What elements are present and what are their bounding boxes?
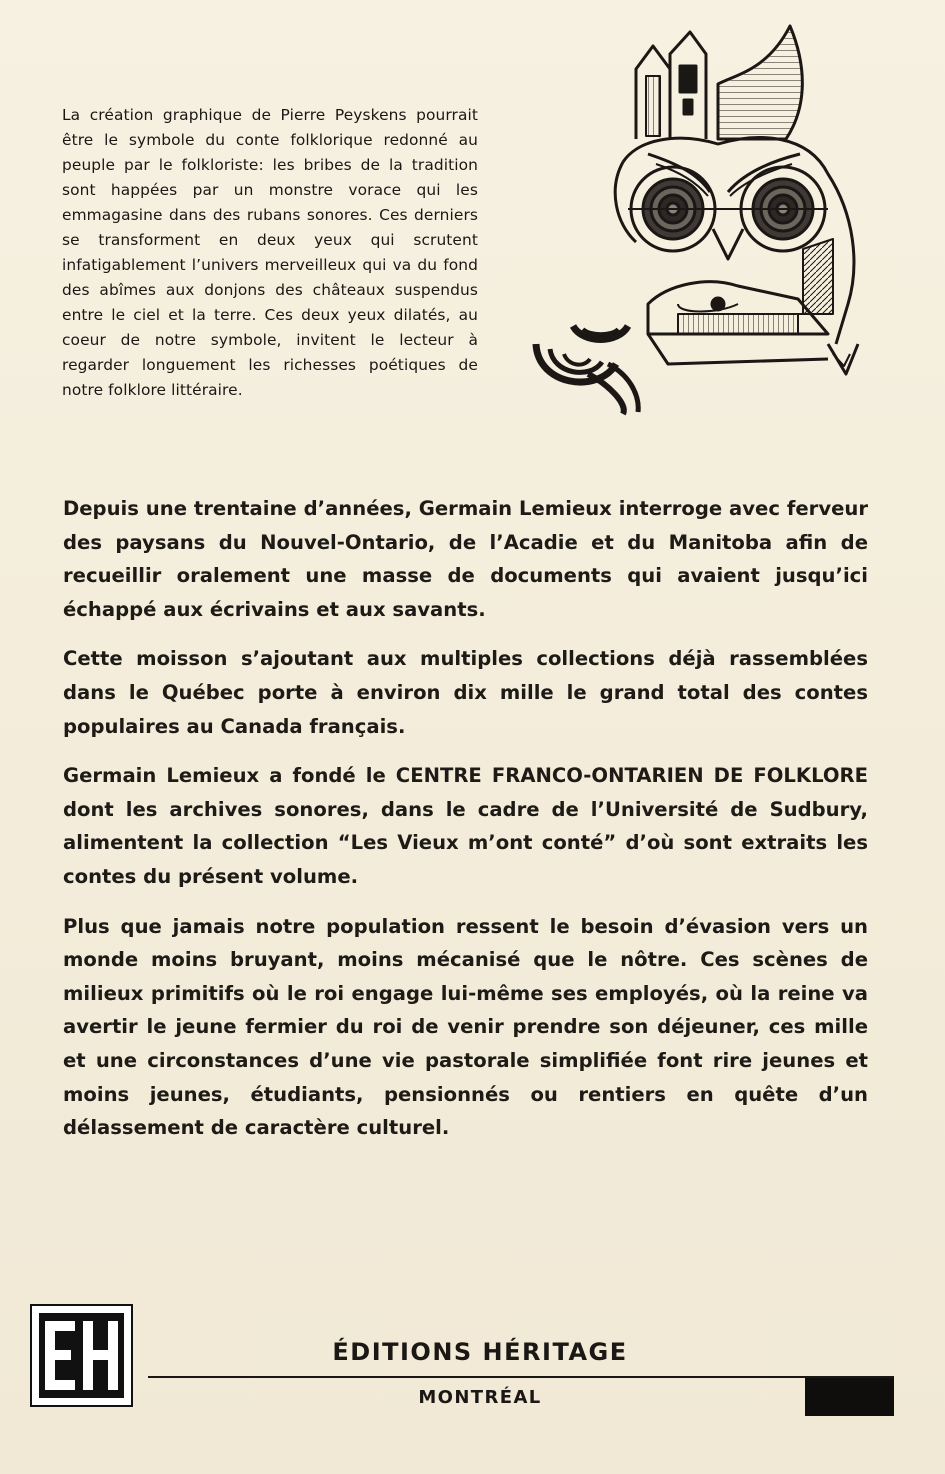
paragraph-4: Plus que jamais notre population ressent le besoin d’évasion vers un monde moins bruyant, moins mécanisé que le nôtre. Ces scènes de milieux primitifs où le roi engage lui-même ses employés, où la reine va avertir le jeune fermier du roi de venir prendre son déjeuner, ces mille et une circonstances d’une vie pastorale simplifiée font rire jeunes et moins jeunes, étudiants, pensionnés ou rentiers en quête d’un délassement de caractère culturel.	[63, 914, 868, 1140]
logo-letters	[32, 1306, 33, 1307]
owl-monster-emblem-icon	[528, 14, 884, 418]
eh-logo-icon	[39, 1313, 124, 1398]
black-bar-block	[805, 1378, 894, 1416]
footer-divider	[148, 1376, 894, 1378]
description-text	[63, 492, 868, 1161]
publisher-city: MONTRÉAL	[418, 1387, 542, 1408]
eh-publisher-logo	[30, 1304, 133, 1407]
paragraph-1: Depuis une trentaine d’années, Germain Lemieux interroge avec ferveur des paysans du Nouvel-Ontario, de l’Acadie et du Manitoba afin de recueillir oralement une masse de documents qui avaient jusqu’ici échappé aux écrivains et aux savants.	[63, 497, 868, 621]
publisher-name: ÉDITIONS HÉRITAGE	[332, 1338, 628, 1366]
paragraph-3: Germain Lemieux a fondé le CENTRE FRANCO-ONTARIEN DE FOLKLORE dont les archives sonores, dans le cadre de l’Université de Sudbury, alimentent la collection “Les Vieux m’ont conté” d’où sont extraits les contes du présent volume.	[63, 764, 868, 888]
emblem-description: La création graphique de Pierre Peyskens pourrait être le symbole du conte folklorique redonné au peuple par le folkloriste: les bribes de la tradition sont happées par un monstre vorace qui les emmagasine dans des rubans sonores. Ces derniers se transforment en deux yeux qui scrutent infatigablement l’univers merveilleux qui va du fond des abîmes aux donjons des châteaux suspendus entre le ciel et la terre. Ces deux yeux dilatés, au coeur de notre symbole, invitent le lecteur à regarder longuement les richesses poétiques de notre folklore littéraire.	[62, 106, 478, 399]
paragraph-2: Cette moisson s’ajoutant aux multiples collections déjà rassemblées dans le Québec porte à environ dix mille le grand total des contes populaires au Canada français.	[63, 647, 868, 738]
